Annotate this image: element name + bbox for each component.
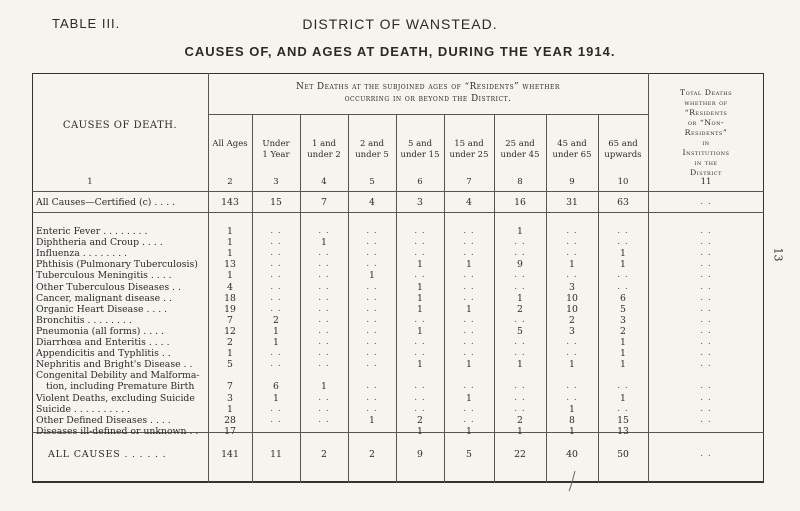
cause-row-cell: 1: [517, 359, 523, 371]
cause-row-cell: 15: [617, 414, 629, 426]
cause-row-cell: 1: [620, 259, 626, 271]
col-number: 7: [466, 177, 472, 187]
cause-row-cell: . .: [566, 237, 578, 248]
cause-row-cell: . .: [514, 381, 526, 392]
cause-row-cell: . .: [366, 337, 378, 347]
cause-row-label: Organic Heart Disease . . . .: [36, 303, 168, 315]
age-col-header: under 15: [400, 150, 440, 160]
column-divider: [252, 114, 253, 483]
cause-row-cell: . .: [414, 392, 426, 403]
cause-row-label: Influenza . . . . . . . .: [36, 248, 128, 260]
cause-row-cell: 5: [620, 303, 626, 315]
col-number: 5: [369, 177, 375, 187]
certified-row-cell: 4: [466, 197, 472, 208]
cause-row-cell: 1: [417, 303, 423, 315]
cause-row-cell: 1: [417, 281, 423, 293]
age-col-header: 45 and: [557, 139, 587, 149]
cause-row-cell: . .: [318, 425, 330, 436]
age-col-header: under 45: [500, 150, 540, 160]
cause-row-cell: 19: [224, 303, 236, 315]
cause-row-cell: 10: [566, 303, 578, 315]
cause-row-label: Violent Deaths, excluding Suicide: [36, 392, 195, 404]
total-row-cell: 141: [221, 449, 239, 460]
cause-row-cell: 3: [620, 314, 626, 326]
cause-row-cell: 18: [224, 292, 236, 304]
cause-row-cell: 3: [227, 392, 233, 404]
cause-row-label: Enteric Fever . . . . . . . .: [36, 226, 148, 237]
column-divider: [300, 114, 301, 483]
cause-row-label: Diarrhœa and Enteritis . . . .: [36, 337, 170, 348]
certified-row-cell: . .: [700, 197, 712, 207]
cause-row-cell: . .: [514, 281, 526, 292]
cause-row-cell: . .: [700, 281, 712, 292]
cause-row-cell: . .: [700, 359, 712, 370]
cause-row-cell: . .: [700, 325, 712, 336]
cause-row-label: Appendicitis and Typhlitis . .: [36, 348, 171, 360]
cause-row-cell: . .: [366, 292, 378, 303]
cause-row-cell: . .: [463, 248, 475, 259]
cause-row-cell: 1: [321, 237, 327, 249]
cause-row-cell: . .: [366, 325, 378, 336]
cause-row-cell: . .: [270, 348, 282, 359]
cause-row-cell: 9: [517, 259, 523, 271]
cause-row-label: Pneumonia (all forms) . . . .: [36, 325, 165, 337]
cause-row-label: Other Defined Diseases . . . .: [36, 414, 171, 426]
cause-row-cell: . .: [318, 314, 330, 325]
cause-row-cell: 1: [273, 337, 279, 348]
cause-row-cell: . .: [366, 392, 378, 403]
cause-row-cell: . .: [414, 348, 426, 359]
cause-row-cell: 1: [569, 403, 575, 415]
cause-row-cell: 1: [417, 259, 423, 271]
cause-row-cell: . .: [700, 270, 712, 281]
cause-row-cell: . .: [366, 403, 378, 414]
cause-row-cell: . .: [270, 259, 282, 270]
cause-row-cell: . .: [700, 303, 712, 314]
cause-row-cell: . .: [366, 425, 378, 436]
cause-row-cell: . .: [700, 414, 712, 425]
cause-row-cell: 1: [227, 270, 233, 282]
cause-row-cell: . .: [463, 414, 475, 425]
cause-row-cell: . .: [366, 348, 378, 359]
total-row-label: ALL CAUSES . . . . . .: [48, 449, 167, 460]
cause-row-cell: 1: [227, 348, 233, 360]
cause-row-cell: 5: [517, 325, 523, 337]
cause-row-cell: . .: [414, 226, 426, 236]
cause-row-cell: 1: [517, 226, 523, 237]
cause-row-cell: . .: [700, 403, 712, 414]
total-row-cell: 5: [466, 449, 472, 460]
certified-row-cell: 4: [369, 197, 375, 208]
cause-row-cell: . .: [514, 314, 526, 325]
cause-row-cell: . .: [318, 292, 330, 303]
cause-row-cell: 1: [466, 259, 472, 271]
age-col-header: 15 and: [454, 139, 484, 149]
header-rule: [208, 114, 648, 115]
col-number: 11: [700, 177, 712, 187]
total-row-cell: 9: [417, 449, 423, 460]
column-divider: [208, 73, 209, 483]
cause-row-cell: . .: [566, 270, 578, 281]
row-rule: [32, 212, 764, 213]
cause-row-cell: . .: [414, 403, 426, 414]
cause-row-cell: 2: [517, 414, 523, 426]
cause-row-cell: 1: [620, 348, 626, 360]
cause-row-cell: 4: [227, 281, 233, 293]
cause-row-cell: . .: [366, 314, 378, 325]
certified-row-cell: 15: [270, 197, 282, 208]
header-rule: [32, 191, 764, 192]
cause-row-cell: . .: [700, 259, 712, 270]
column-divider: [546, 114, 547, 483]
cause-row-cell: . .: [318, 392, 330, 403]
certified-row-cell: 3: [417, 197, 423, 208]
age-col-header: upwards: [604, 150, 642, 160]
cause-row-cell: 1: [620, 359, 626, 371]
cause-row-cell: . .: [617, 270, 629, 281]
cause-row-cell: . .: [700, 392, 712, 403]
cause-row-cell: . .: [270, 281, 282, 292]
cause-row-cell: 13: [224, 259, 236, 271]
cause-row-cell: . .: [463, 270, 475, 281]
cause-row-cell: . .: [270, 359, 282, 370]
cause-row-cell: 1: [273, 325, 279, 337]
cause-row-label: Bronchitis . . . . . . . .: [36, 314, 132, 326]
cause-row-cell: . .: [566, 348, 578, 359]
cause-row-cell: . .: [366, 259, 378, 270]
table-label: TABLE III.: [52, 16, 121, 31]
cause-row-cell: 1: [620, 248, 626, 260]
cause-row-cell: 1: [466, 392, 472, 404]
cause-row-cell: 7: [227, 314, 233, 326]
cause-row-cell: . .: [617, 403, 629, 414]
cause-row-cell: . .: [318, 270, 330, 281]
causes-header: CAUSES OF DEATH.: [62, 120, 178, 131]
cause-row-cell: . .: [366, 303, 378, 314]
column-divider: [444, 114, 445, 483]
age-col-header: 5 and: [407, 139, 433, 149]
age-col-header: under 2: [307, 150, 341, 160]
cause-row-cell: . .: [514, 248, 526, 259]
cause-row-cell: 7: [227, 381, 233, 393]
cause-row-cell: 6: [273, 381, 279, 393]
cause-row-cell: . .: [463, 226, 475, 236]
column-divider: [348, 114, 349, 483]
cause-row-cell: . .: [463, 292, 475, 303]
cause-row-cell: . .: [318, 414, 330, 425]
cause-row-cell: . .: [514, 270, 526, 281]
cause-row-cell: . .: [318, 403, 330, 414]
page-number: 13: [771, 247, 785, 262]
cause-row-cell: . .: [566, 337, 578, 347]
cause-row-cell: . .: [566, 381, 578, 392]
cause-row-cell: 6: [620, 292, 626, 304]
cause-row-cell: . .: [566, 226, 578, 236]
total-row-cell: 22: [514, 449, 526, 460]
cause-row-cell: 2: [517, 303, 523, 315]
cause-row-cell: . .: [270, 237, 282, 248]
cause-row-cell: . .: [414, 237, 426, 248]
age-col-header: under 25: [449, 150, 489, 160]
cause-row-cell: . .: [366, 359, 378, 370]
certified-row-cell: 31: [566, 197, 578, 208]
cause-row-cell: 12: [224, 325, 236, 337]
total-row-cell: 40: [566, 449, 578, 460]
cause-row-cell: . .: [617, 281, 629, 292]
cause-row-cell: 1: [417, 359, 423, 371]
cause-row-cell: . .: [414, 314, 426, 325]
cause-row-cell: . .: [318, 248, 330, 259]
cause-row-cell: . .: [463, 281, 475, 292]
cause-row-cell: 2: [417, 414, 423, 426]
age-col-header: under 65: [552, 150, 592, 160]
cause-row-cell: 1: [569, 425, 575, 437]
cause-row-cell: 13: [617, 425, 629, 437]
cause-row-label: Cancer, malignant disease . .: [36, 292, 172, 304]
cause-row-cell: . .: [270, 248, 282, 259]
cause-row-cell: . .: [463, 381, 475, 392]
net-deaths-header-line-2: occurring in or beyond the District.: [344, 94, 512, 104]
cause-row-cell: . .: [270, 270, 282, 281]
cause-row-cell: . .: [514, 348, 526, 359]
cause-row-cell: . .: [318, 348, 330, 359]
cause-row-cell: 1: [517, 292, 523, 304]
cause-row-cell: 2: [273, 314, 279, 326]
cause-row-cell: . .: [414, 248, 426, 259]
cause-row-cell: . .: [700, 292, 712, 303]
col-number: 2: [227, 177, 233, 187]
cause-row-label: Tuberculous Meningitis . . . .: [36, 270, 172, 282]
certified-row-cell: 143: [221, 197, 239, 208]
cause-row-cell: 1: [569, 259, 575, 271]
cause-row-cell: . .: [366, 226, 378, 236]
age-col-header: Under: [262, 139, 290, 149]
cause-row-cell: . .: [318, 226, 330, 236]
cause-row-cell: 2: [569, 314, 575, 326]
cause-row-cell: . .: [414, 337, 426, 347]
cause-row-cell: 10: [566, 292, 578, 304]
cause-row-cell: . .: [270, 292, 282, 303]
cause-row-cell: 1: [466, 425, 472, 437]
cause-row-cell: 3: [569, 325, 575, 337]
cause-row-cell: 1: [227, 248, 233, 260]
cause-row-cell: . .: [700, 248, 712, 259]
cause-row-cell: . .: [270, 403, 282, 414]
cause-row-cell: . .: [366, 281, 378, 292]
col-number: 8: [517, 177, 523, 187]
certified-row-cell: 63: [617, 197, 629, 208]
certified-row-label: All Causes—Certified (c) . . . .: [36, 197, 176, 208]
cause-row-cell: . .: [270, 425, 282, 436]
cause-row-cell: . .: [366, 381, 378, 392]
column-divider: [598, 114, 599, 483]
cause-row-label: Suicide . . . . . . . . . .: [36, 403, 131, 415]
cause-row-cell: . .: [318, 337, 330, 347]
cause-row-cell: . .: [463, 314, 475, 325]
district-title: DISTRICT OF WANSTEAD.: [302, 16, 498, 32]
cause-row-cell: . .: [463, 325, 475, 336]
cause-row-cell: . .: [414, 270, 426, 281]
cause-row-cell: 28: [224, 414, 236, 426]
age-col-header: 1 and: [311, 139, 337, 149]
cause-row-cell: . .: [270, 414, 282, 425]
table-subtitle: CAUSES OF, AND AGES AT DEATH, DURING THE YEAR 1914.: [184, 44, 616, 59]
cause-row-cell: . .: [700, 348, 712, 359]
cause-row-cell: 1: [620, 337, 626, 348]
cause-row-cell: 1: [417, 425, 423, 437]
column-divider: [494, 114, 495, 483]
cause-row-label: Nephritis and Bright's Disease . .: [36, 359, 193, 371]
cause-row-cell: 1: [517, 425, 523, 437]
cause-row-label-continued: tion, including Premature Birth: [46, 381, 195, 393]
cause-row-cell: 8: [569, 414, 575, 426]
col-number: 9: [569, 177, 575, 187]
cause-row-cell: . .: [366, 237, 378, 248]
col-number: 10: [617, 177, 629, 187]
cause-row-label: Congenital Debility and Malforma-: [36, 370, 200, 382]
net-deaths-header-line-1: Net Deaths at the subjoined ages of “Residents” whether: [296, 82, 560, 92]
cause-row-cell: 1: [466, 359, 472, 371]
cause-row-cell: . .: [700, 237, 712, 248]
cause-row-cell: . .: [700, 425, 712, 436]
cause-row-cell: 3: [569, 281, 575, 293]
total-row-cell: 2: [369, 449, 375, 460]
total-row-cell: 2: [321, 449, 327, 460]
cause-row-cell: . .: [463, 403, 475, 414]
certified-row-cell: 7: [321, 197, 327, 208]
certified-row-cell: 16: [514, 197, 526, 208]
cause-row-cell: 1: [417, 325, 423, 337]
age-col-header: All Ages: [212, 139, 248, 149]
column-divider: [396, 114, 397, 483]
cause-row-cell: . .: [318, 281, 330, 292]
total-row-cell: 11: [270, 449, 282, 460]
col-number: 4: [321, 177, 327, 187]
age-col-header: 1 Year: [262, 150, 290, 160]
cause-row-cell: . .: [270, 303, 282, 314]
pencil-mark: [566, 470, 578, 492]
cause-row-cell: 17: [224, 425, 236, 437]
cause-row-cell: . .: [617, 381, 629, 392]
cause-row-cell: . .: [566, 392, 578, 403]
cause-row-cell: . .: [514, 403, 526, 414]
cause-row-cell: 5: [227, 359, 233, 371]
cause-row-cell: . .: [700, 226, 712, 236]
cause-row-cell: . .: [700, 381, 712, 392]
cause-row-cell: 1: [466, 303, 472, 315]
cause-row-cell: . .: [414, 381, 426, 392]
cause-row-cell: . .: [617, 237, 629, 248]
cause-row-cell: 1: [369, 414, 375, 426]
total-row-cell: . .: [700, 449, 712, 459]
cause-row-cell: 1: [620, 392, 626, 404]
cause-row-cell: . .: [700, 314, 712, 325]
cause-row-cell: . .: [514, 392, 526, 403]
cause-row-cell: 1: [273, 392, 279, 404]
total-row-cell: 50: [617, 449, 629, 460]
col-number: 3: [273, 177, 279, 187]
cause-row-label: Other Tuberculous Diseases . .: [36, 281, 181, 293]
age-col-header: 65 and: [608, 139, 638, 149]
cause-row-cell: . .: [700, 337, 712, 347]
cause-row-cell: . .: [318, 259, 330, 270]
cause-row-cell: . .: [514, 337, 526, 347]
cause-row-cell: 1: [417, 292, 423, 304]
cause-row-cell: . .: [366, 248, 378, 259]
cause-row-cell: 1: [569, 359, 575, 371]
cause-row-cell: . .: [463, 337, 475, 347]
cause-row-cell: . .: [463, 237, 475, 248]
cause-row-cell: . .: [318, 303, 330, 314]
cause-row-cell: . .: [566, 248, 578, 259]
cause-row-label: Diseases ill-defined or unknown . .: [36, 425, 199, 437]
cause-row-cell: . .: [318, 325, 330, 336]
cause-row-cell: 1: [227, 403, 233, 415]
age-col-header: 2 and: [359, 139, 385, 149]
cause-row-cell: 2: [620, 325, 626, 337]
cause-row-cell: . .: [318, 359, 330, 370]
cause-row-cell: 1: [369, 270, 375, 282]
col-number: 1: [87, 177, 93, 187]
age-col-header: 25 and: [505, 139, 535, 149]
col-number: 6: [417, 177, 423, 187]
cause-row-cell: 1: [227, 226, 233, 237]
age-col-header: under 5: [355, 150, 389, 160]
cause-row-cell: . .: [463, 348, 475, 359]
cause-row-cell: 1: [321, 381, 327, 393]
cause-row-cell: . .: [514, 237, 526, 248]
cause-row-cell: 2: [227, 337, 233, 348]
cause-row-label: Diphtheria and Croup . . . .: [36, 237, 163, 249]
cause-row-cell: . .: [617, 226, 629, 236]
cause-row-label: Phthisis (Pulmonary Tuberculosis): [36, 259, 198, 271]
cause-row-cell: . .: [270, 226, 282, 236]
cause-row-cell: 1: [227, 237, 233, 249]
